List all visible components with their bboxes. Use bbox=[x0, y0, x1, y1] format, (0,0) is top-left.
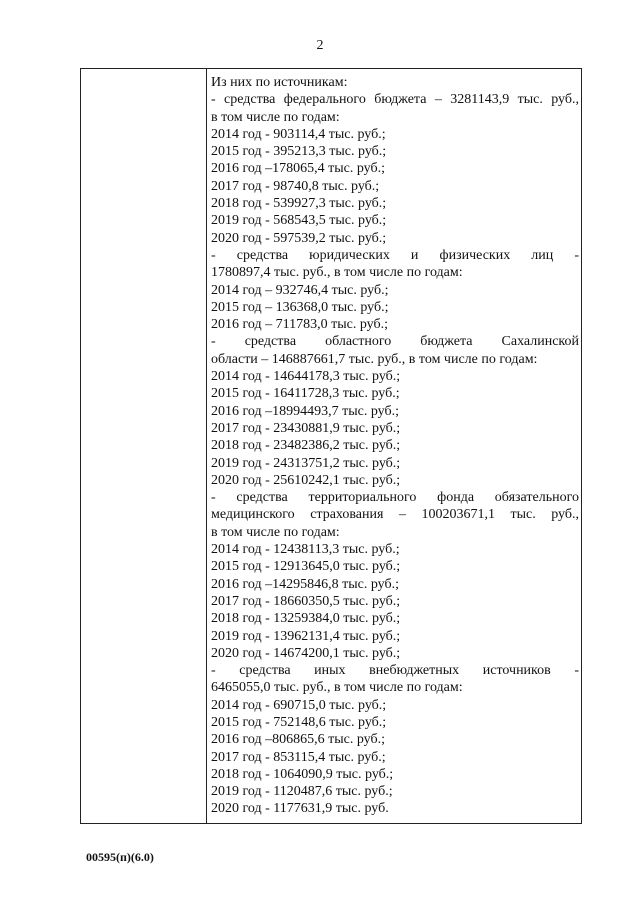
funding-sources-cell bbox=[207, 69, 581, 823]
funding-line: 2019 год - 1120487,6 тыс. руб.; bbox=[211, 784, 393, 800]
funding-line: 2019 год - 568543,5 тыс. руб.; bbox=[211, 213, 387, 229]
funding-line: 2020 год - 14674200,1 тыс. руб.; bbox=[211, 645, 401, 661]
funding-line: 2014 год - 690715,0 тыс. руб.; bbox=[211, 697, 387, 713]
funding-line: 6465055,0 тыс. руб., в том числе по годам: bbox=[211, 680, 463, 696]
funding-line: Из них по источникам: bbox=[211, 75, 348, 90]
funding-line: 2019 год - 24313751,2 тыс. руб.; bbox=[211, 455, 401, 471]
funding-line: медицинского страхования – 100203671,1 тыс. руб., bbox=[211, 507, 579, 523]
document-code: 00595(п)(6.0) bbox=[86, 850, 154, 864]
table-left-column bbox=[81, 69, 207, 823]
funding-line: 2014 год - 903114,4 тыс. руб.; bbox=[211, 126, 386, 142]
funding-line: 2017 год - 18660350,5 тыс. руб.; bbox=[211, 593, 401, 609]
funding-line: 2018 год - 13259384,0 тыс. руб.; bbox=[211, 611, 401, 627]
funding-line: 2018 год - 539927,3 тыс. руб.; bbox=[211, 196, 387, 212]
funding-line: 2015 год - 16411728,3 тыс. руб.; bbox=[211, 386, 400, 402]
funding-line: 2015 год - 12913645,0 тыс. руб.; bbox=[211, 559, 401, 575]
funding-line: области – 146887661,7 тыс. руб., в том числе по годам: bbox=[211, 351, 538, 367]
funding-line: - средства федерального бюджета – 3281143,9 тыс. руб., bbox=[211, 92, 579, 108]
funding-line: 2014 год – 932746,4 тыс. руб.; bbox=[211, 282, 389, 298]
funding-line: 2015 год – 136368,0 тыс. руб.; bbox=[211, 299, 389, 315]
page-number: 2 bbox=[316, 38, 324, 53]
funding-line: 2020 год - 25610242,1 тыс. руб.; bbox=[211, 472, 401, 488]
funding-line: - средства юридических и физических лиц - bbox=[211, 247, 579, 263]
funding-line: - средства иных внебюджетных источников - bbox=[211, 663, 579, 679]
funding-line: 2020 год - 1177631,9 тыс. руб. bbox=[211, 801, 389, 817]
funding-line: 1780897,4 тыс. руб., в том числе по годам: bbox=[211, 265, 463, 281]
funding-line: 2015 год - 752148,6 тыс. руб.; bbox=[211, 714, 387, 730]
funding-line: 2020 год - 597539,2 тыс. руб.; bbox=[211, 230, 387, 246]
funding-line: 2018 год - 1064090,9 тыс. руб.; bbox=[211, 766, 394, 782]
funding-line: 2016 год –18994493,7 тыс. руб.; bbox=[211, 403, 399, 419]
funding-line: 2015 год - 395213,3 тыс. руб.; bbox=[211, 144, 387, 160]
funding-line: 2014 год - 12438113,3 тыс. руб.; bbox=[211, 542, 400, 558]
funding-line: - средства территориального фонда обязательного bbox=[211, 490, 579, 506]
funding-line: 2016 год –178065,4 тыс. руб.; bbox=[211, 161, 385, 177]
funding-line: 2014 год - 14644178,3 тыс. руб.; bbox=[211, 369, 401, 385]
funding-line: 2016 год –806865,6 тыс. руб.; bbox=[211, 732, 385, 748]
funding-table bbox=[80, 68, 582, 824]
funding-line: - средства областного бюджета Сахалинской bbox=[211, 334, 579, 350]
funding-line: 2019 год - 13962131,4 тыс. руб.; bbox=[211, 628, 401, 644]
funding-line: в том числе по годам: bbox=[211, 524, 340, 540]
funding-line: 2016 год – 711783,0 тыс. руб.; bbox=[211, 317, 388, 333]
funding-line: 2018 год - 23482386,2 тыс. руб.; bbox=[211, 438, 401, 454]
funding-line: в том числе по годам: bbox=[211, 109, 340, 125]
funding-line: 2016 год –14295846,8 тыс. руб.; bbox=[211, 576, 399, 592]
funding-line: 2017 год - 23430881,9 тыс. руб.; bbox=[211, 420, 401, 436]
funding-line: 2017 год - 98740,8 тыс. руб.; bbox=[211, 178, 380, 194]
funding-line: 2017 год - 853115,4 тыс. руб.; bbox=[211, 749, 386, 765]
